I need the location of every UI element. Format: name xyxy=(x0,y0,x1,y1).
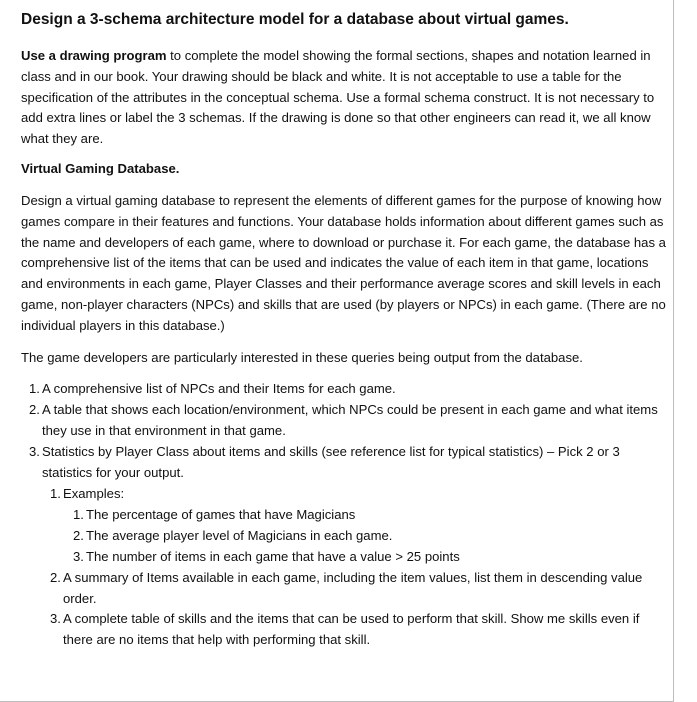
list-item xyxy=(73,526,666,547)
list-item-number: 3. xyxy=(73,549,84,564)
list-item-text: The number of items in each game that have a value > 25 points xyxy=(86,549,460,564)
list-item-text: The average player level of Magicians in each game. xyxy=(86,528,393,543)
description-paragraph: Design a virtual gaming database to represent the elements of different games for the purpose of knowing how games compare in their features and functions. Your database holds information about different games such as the name and developers of each game, where to download or purchase it. For each game, the database has a comprehensive list of the items that can be used and indicates the value of each item in that game, locations and environments in each game, Player Classes and their performance average scores and skill levels in each game, non-player characters (NPCs) and skills that are used (by players or NPCs) in each game. (There are no individual players in this database.) xyxy=(21,193,666,333)
list-item xyxy=(50,568,663,610)
list-item-number: 2. xyxy=(29,402,40,417)
list-item-text: A comprehensive list of NPCs and their Items for each game. xyxy=(42,381,396,396)
list-item-text: Examples: xyxy=(63,486,125,501)
list-item-text: A summary of Items available in each game, including the item values, list them in descending value order. xyxy=(63,570,643,606)
section-subheading: Virtual Gaming Database. xyxy=(21,161,180,176)
list-item-number: 1. xyxy=(73,507,84,522)
list-item xyxy=(29,400,664,442)
intro-text: to complete the model showing the formal sections, shapes and notation learned in class and in our book. Your drawing should be black and white. It is not acceptable to use a table for the specification of the attributes in the conceptual schema. Use a formal schema construct. It is not necessary to add extra lines or label the 3 schemas. If the drawing is done so that other engineers can read it, we all know what they are. xyxy=(21,48,655,147)
list-item xyxy=(29,442,664,484)
list-item-text: A complete table of skills and the items that can be used to perform that skill. Show me skills even if there are no items that help with performing that skill. xyxy=(63,611,640,647)
list-item-text: Statistics by Player Class about items and skills (see reference list for typical statistics) – Pick 2 or 3 statistics for your output. xyxy=(42,444,620,480)
list-item-number: 2. xyxy=(73,528,84,543)
list-item xyxy=(29,379,662,400)
intro-paragraph xyxy=(21,46,666,150)
list-item-number: 1. xyxy=(29,381,40,396)
list-item-number: 1. xyxy=(50,486,61,501)
list-item-number: 2. xyxy=(50,570,61,585)
list-item xyxy=(50,484,663,505)
list-item-text: The percentage of games that have Magicians xyxy=(86,507,356,522)
intro-bold-lead: Use a drawing program xyxy=(21,48,167,63)
page-title: Design a 3-schema architecture model for a database about virtual games. xyxy=(21,11,569,28)
queries-intro: The game developers are particularly interested in these queries being output from the database. xyxy=(21,350,583,365)
list-item xyxy=(73,505,666,526)
list-item-number: 3. xyxy=(29,444,40,459)
list-item-number: 3. xyxy=(50,611,61,626)
list-item-text: A table that shows each location/environment, which NPCs could be present in each game and what items they use in that environment in that game. xyxy=(42,402,658,438)
list-item xyxy=(50,609,663,651)
list-item xyxy=(73,547,666,568)
